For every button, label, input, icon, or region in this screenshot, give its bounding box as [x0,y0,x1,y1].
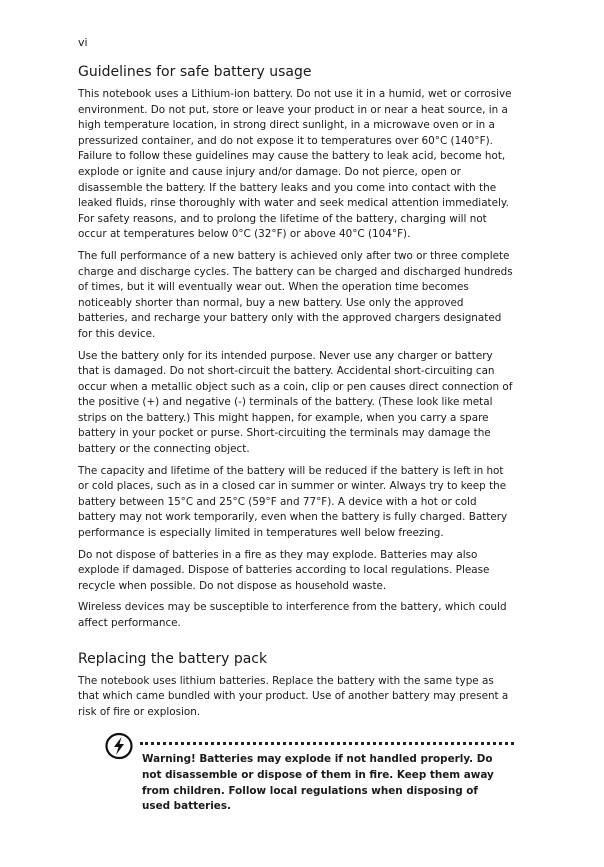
warning-text: Warning! Batteries may explode if not handled properly. Do not disassemble or dispose of them in fire. Keep them away from children. Follow local regulations when disposing of used batteries. [142,753,494,813]
paragraph: Wireless devices may be susceptible to interference from the battery, which could affect performance. [78,601,507,629]
warning-lightning-icon [105,732,133,760]
paragraph: Use the battery only for its intended purpose. Never use any charger or battery that is damaged. Do not short-circuit the battery. Accidental short-circuiting can occur when a metallic object such as a coin, clip or pen causes direct connection of the positive (+) and negative (-) terminals of the battery. (These look like metal strips on the battery.) This might happen, for example, when you carry a spare battery in your pocket or purse. Short-circuiting the terminals may damage the battery or the connecting object. [78,349,513,456]
paragraph: The notebook uses lithium batteries. Replace the battery with the same type as that which came bundled with your product. Use of another battery may present a risk of fire or explosion. [78,674,509,718]
warning-divider [140,742,514,745]
page-number: vi [78,36,88,49]
paragraph: The full performance of a new battery is achieved only after two or three complete charge and discharge cycles. The battery can be charged and discharged hundreds of times, but it will eventually wear out. When the operation time becomes noticeably shorter than normal, buy a new battery. Use only the approved batteries, and recharge your battery only with the approved chargers designated for this device. [78,249,513,340]
paragraph: The capacity and lifetime of the battery will be reduced if the battery is left in hot or cold places, such as in a closed car in summer or winter. Always try to keep the battery between 15°C and 25°C (59°F and 77°F). A device with a hot or cold battery may not work temporarily, even when the battery is fully charged. Battery performance is especially limited in temperatures well below freezing. [78,464,508,540]
section-heading-replacing-battery: Replacing the battery pack [78,650,268,667]
section-heading-battery-usage: Guidelines for safe battery usage [78,64,312,80]
paragraph: Do not dispose of batteries in a fire as they may explode. Batteries may also explode if damaged. Dispose of batteries according to local regulations. Please recycle when possible. Do not dispose as household waste. [78,548,490,592]
page-content [78,62,514,820]
paragraph: This notebook uses a Lithium-ion battery. Do not use it in a humid, wet or corrosive environment. Do not put, store or leave your product in or near a heat source, in a high temperature location, in strong direct sunlight, in a microwave oven or in a pressurized container, and do not expose it to temperatures over 60°C (140°F). Failure to follow these guidelines may cause the battery to leak acid, become hot, explode or ignite and cause injury and/or damage. Do not pierce, open or disassemble the battery. If the battery leaks and you come into contact with the leaked fluids, rinse thoroughly with water and seek medical attention immediately. For safety reasons, and to prolong the lifetime of the battery, charging will not occur at temperatures below 0°C (32°F) or above 40°C (104°F). [78,88,512,241]
warning-callout [78,730,514,820]
